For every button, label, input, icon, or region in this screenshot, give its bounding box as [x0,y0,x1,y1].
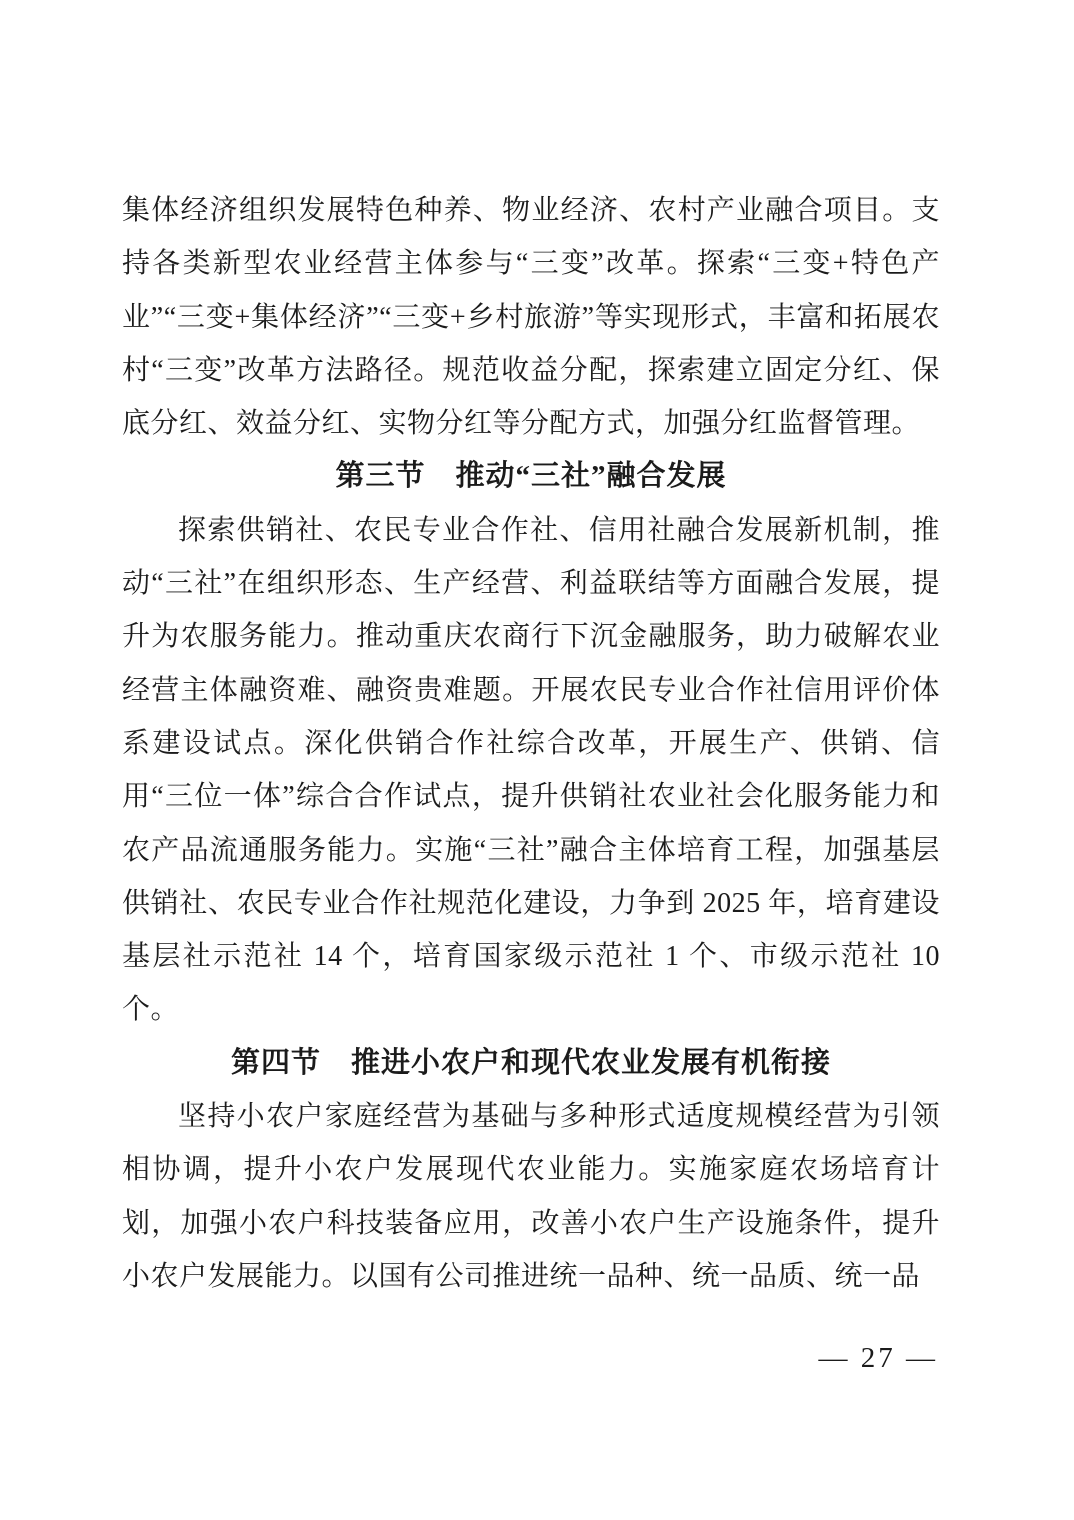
paragraph-sanshe-integration: 探索供销社、农民专业合作社、信用社融合发展新机制，推动“三社”在组织形态、生产经营、利益联结等方面融合发展，提升为农服务能力。推动重庆农商行下沉金融服务，助力破解农业经营主体融资难、融资贵难题。开展农民专业合作社信用评价体系建设试点。深化供销合作社综合改革，开展生产、供销、信用“三位一体”综合合作试点，提升供销社农业社会化服务能力和农产品流通服务能力。实施“三社”融合主体培育工程，加强基层供销社、农民专业合作社规范化建设，力争到 2025 年，培育建设基层社示范社 14 个，培育国家级示范社 1 个、市级示范社 10 个。 [122,514,940,1026]
paragraph-sanbian-reform: 集体经济组织发展特色种养、物业经济、农村产业融合项目。支持各类新型农业经营主体参与“三变”改革。探索“三变+特色产业”“三变+集体经济”“三变+乡村旅游”等实现形式，丰富和拓展农村“三变”改革方法路径。规范收益分配，探索建立固定分红、保底分红、效益分红、实物分红等分配方式，加强分红监督管理。 [122,195,940,440]
document-body [122,184,940,1303]
page-number: — 27 — [818,1342,938,1374]
section-heading-three: 第三节 推动“三社”融合发展 [335,460,727,493]
section-heading-four: 第四节 推进小农户和现代农业发展有机衔接 [230,1046,831,1079]
paragraph-small-farmers: 坚持小农户家庭经营为基础与多种形式适度规模经营为引领相协调，提升小农户发展现代农业能力。实施家庭农场培育计划，加强小农户科技装备应用，改善小农户生产设施条件，提升小农户发展能力。以国有公司推进统一品种、统一品质、统一品 [122,1101,940,1292]
